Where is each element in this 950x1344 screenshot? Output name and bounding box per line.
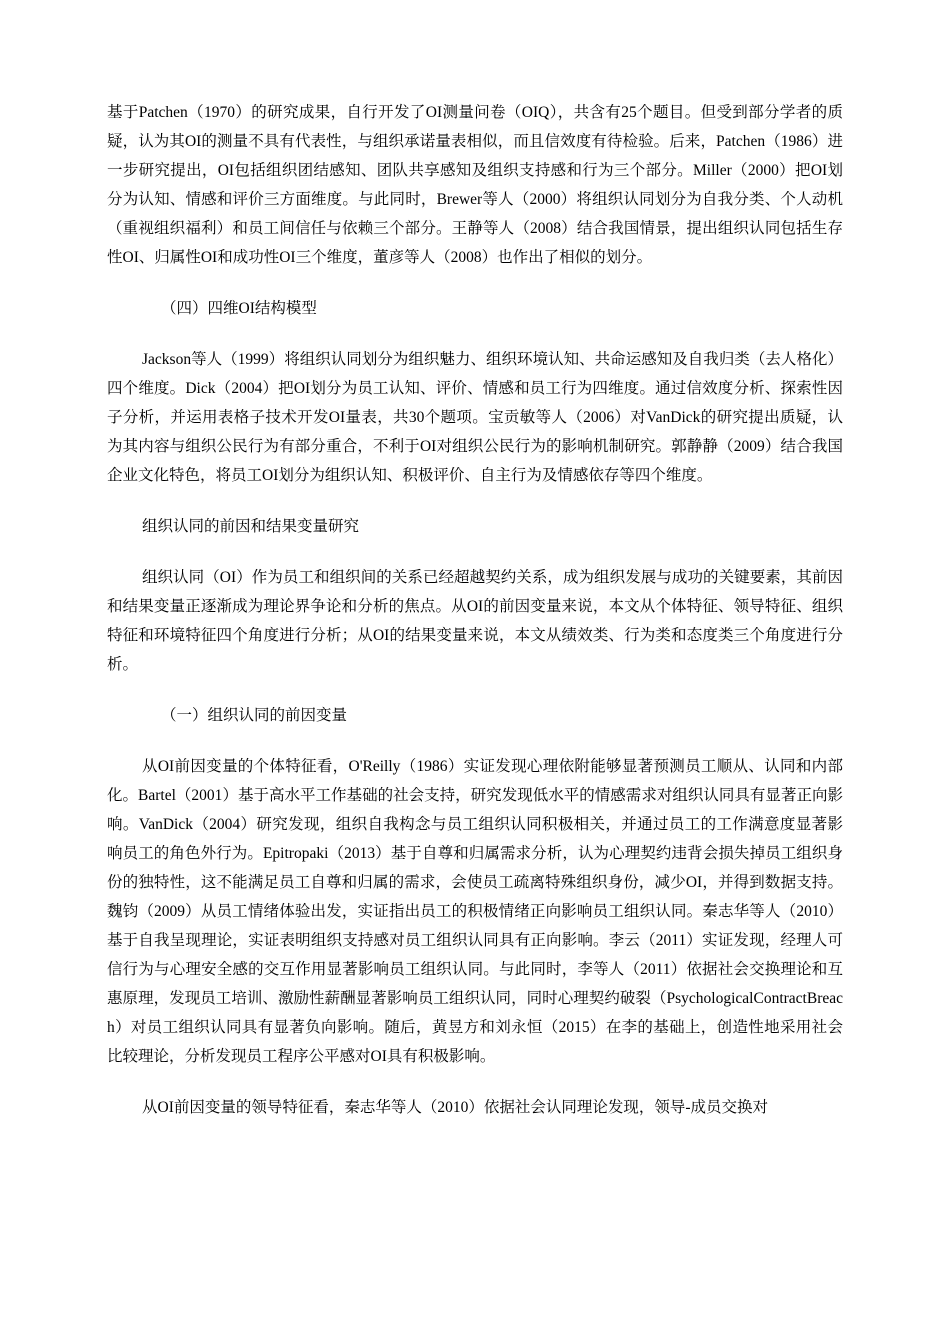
paragraph-leadership-traits: 从OI前因变量的领导特征看，秦志华等人（2010）依据社会认同理论发现，领导-成员交换对	[142, 1099, 769, 1116]
document-body	[107, 98, 843, 1122]
heading-antecedent-variables: （一）组织认同的前因变量	[161, 707, 348, 724]
heading-antecedents-outcomes: 组织认同的前因和结果变量研究	[142, 518, 360, 535]
paragraph-four-dimension: Jackson等人（1999）将组织认同划分为组织魅力、组织环境认知、共命运感知及自我归类（去人格化）四个维度。Dick（2004）把OI划分为员工认知、评价、情感和员工行为四维度。通过信效度分析、探索性因子分析，并运用表格子技术开发OI量表，共30个题项。宝贡敏等人（2006）对VanDick的研究提出质疑，认为其内容与组织公民行为有部分重合，不利于OI对组织公民行为的影响机制研究。郭静静（2009）结合我国企业文化特色，将员工OI划分为组织认知、积极评价、自主行为及情感依存等四个维度。	[107, 351, 843, 484]
paragraph-individual-traits: 从OI前因变量的个体特征看，O'Reilly（1986）实证发现心理依附能够显著预测员工顺从、认同和内部化。Bartel（2001）基于高水平工作基础的社会支持，研究发现低水平的情感需求对组织认同具有显著正向影响。VanDick（2004）研究发现，组织自我构念与员工组织认同积极相关，并通过员工的工作满意度显著影响员工的角色外行为。Epitropaki（2013）基于自尊和归属需求分析，认为心理契约违背会损失掉员工组织身份的独特性，这不能满足员工自尊和归属的需求，会使员工疏离特殊组织身份，减少OI，并得到数据支持。魏钧（2009）从员工情绪体验出发，实证指出员工的积极情绪正向影响员工组织认同。秦志华等人（2010）基于自我呈现理论，实证表明组织支持感对员工组织认同具有正向影响。李云（2011）实证发现，经理人可信行为与心理安全感的交互作用显著影响员工组织认同。与此同时，李等人（2011）依据社会交换理论和互惠原理，发现员工培训、激励性薪酬显著影响员工组织认同，同时心理契约破裂（PsychologicalContractBreach）对员工组织认同具有显著负向影响。随后，黄昱方和刘永恒（2015）在李的基础上，创造性地采用社会比较理论，分析发现员工程序公平感对OI具有积极影响。	[107, 758, 843, 1065]
paragraph-oi-dimensions-three: 基于Patchen（1970）的研究成果，自行开发了OI测量问卷（OIQ），共含有25个题目。但受到部分学者的质疑，认为其OI的测量不具有代表性，与组织承诺量表相似，而且信效度有待检验。后来，Patchen（1986）进一步研究提出，OI包括组织团结感知、团队共享感知及组织支持感和行为三个部分。Miller（2000）把OI划分为认知、情感和评价三方面维度。与此同时，Brewer等人（2000）将组织认同划分为自我分类、个人动机（重视组织福利）和员工间信任与依赖三个部分。王静等人（2008）结合我国情景，提出组织认同包括生存性OI、归属性OI和成功性OI三个维度，董彦等人（2008）也作出了相似的划分。	[107, 104, 843, 266]
heading-four-dimension-model: （四）四维OI结构模型	[161, 300, 317, 317]
paragraph-oi-overview: 组织认同（OI）作为员工和组织间的关系已经超越契约关系，成为组织发展与成功的关键要素，其前因和结果变量正逐渐成为理论界争论和分析的焦点。从OI的前因变量来说，本文从个体特征、领导特征、组织特征和环境特征四个角度进行分析；从OI的结果变量来说，本文从绩效类、行为类和态度类三个角度进行分析。	[107, 569, 843, 673]
